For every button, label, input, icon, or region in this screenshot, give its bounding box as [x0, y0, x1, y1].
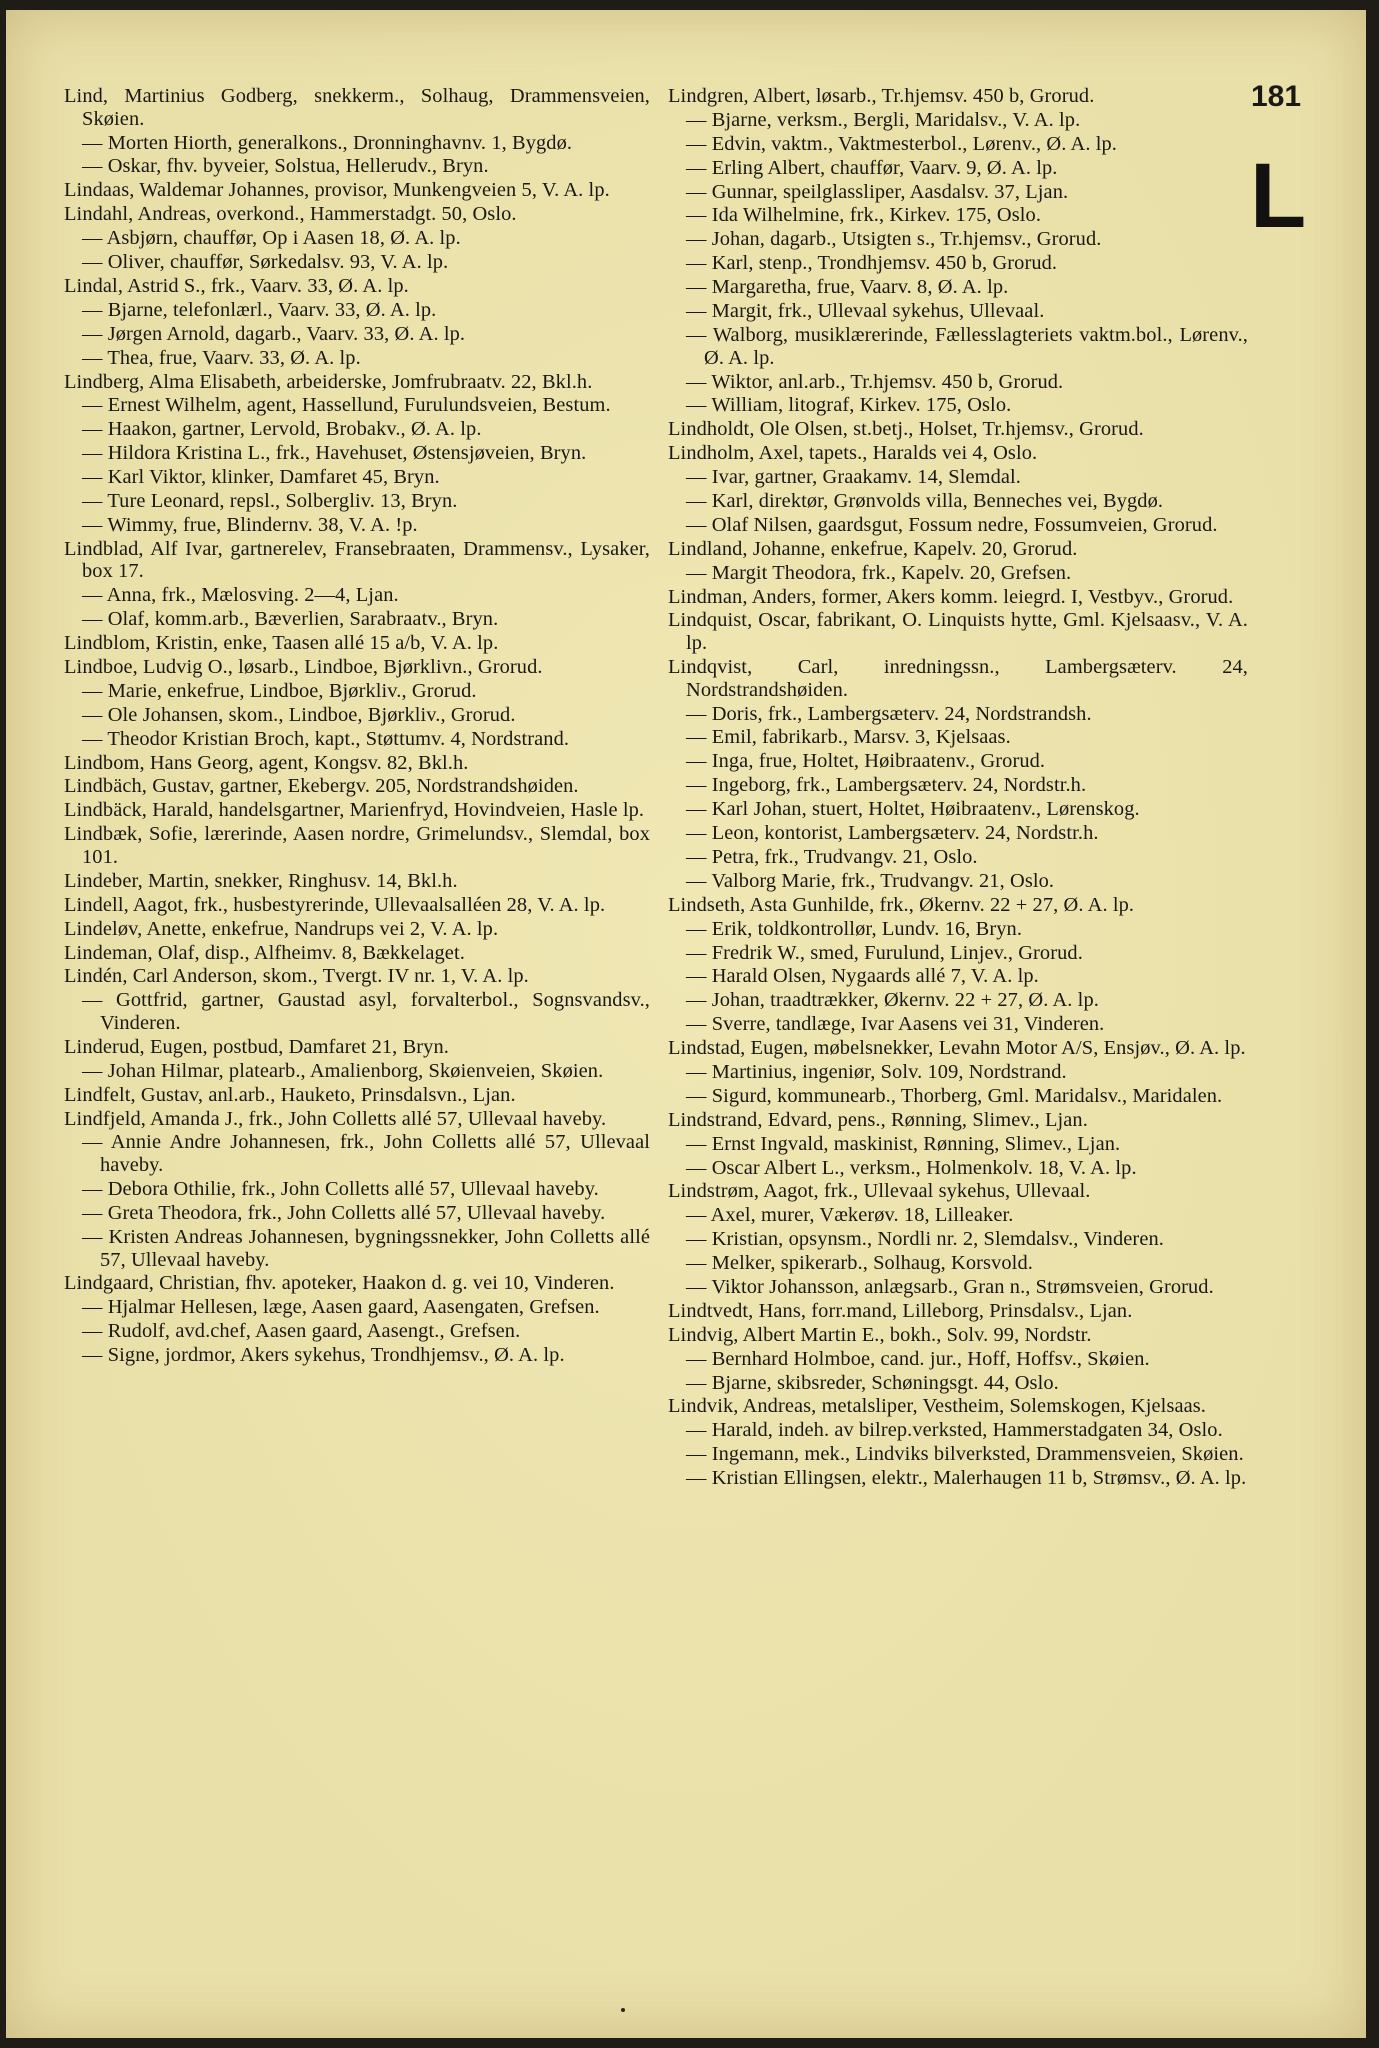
directory-entry: Lindvig, Albert Martin E., bokh., Solv. 99, Nordstr. — [668, 1323, 1092, 1346]
directory-entry: — Marie, enkefrue, Lindboe, Bjørkliv., Grorud. — [82, 679, 477, 702]
directory-entry: — Melker, spikerarb., Solhaug, Korsvold. — [686, 1252, 1033, 1275]
directory-entry: — William, litograf, Kirkev. 175, Oslo. — [686, 394, 1012, 417]
directory-entry: — Haakon, gartner, Lervold, Brobakv., Ø. A. lp. — [82, 418, 482, 441]
page-number: 181 — [1251, 80, 1302, 113]
directory-entry: — Sverre, tandlæge, Ivar Aasens vei 31, Vinderen. — [686, 1013, 1105, 1036]
directory-entry: Lindquist, Oscar, fabrikant, O. Linquists hytte, Gml. Kjelsaasv., V. A. lp. — [668, 609, 1248, 655]
directory-entry: — Ture Leonard, repsl., Solbergliv. 13, Bryn. — [82, 489, 458, 512]
directory-entry: Lindstrøm, Aagot, frk., Ullevaal sykehus, Ullevaal. — [668, 1180, 1091, 1203]
directory-entry: — Johan Hilmar, platearb., Amalienborg, Skøienveien, Skøien. — [82, 1059, 604, 1082]
directory-entry: — Margit Theodora, frk., Kapelv. 20, Grefsen. — [686, 561, 1072, 584]
directory-entry: — Oskar, fhv. byveier, Solstua, Hellerudv., Bryn. — [82, 155, 489, 178]
directory-entry: Lindstrand, Edvard, pens., Rønning, Slimev., Ljan. — [668, 1108, 1088, 1131]
directory-entry: — Harald Olsen, Nygaards allé 7, V. A. lp. — [686, 965, 1039, 988]
directory-entry: — Asbjørn, chauffør, Op i Aasen 18, Ø. A. lp. — [82, 227, 461, 250]
print-speck — [621, 2008, 625, 2012]
directory-entry: — Martinius, ingeniør, Solv. 109, Nordstrand. — [686, 1060, 1067, 1083]
directory-entry: Lindén, Carl Anderson, skom., Tvergt. IV nr. 1, V. A. lp. — [64, 965, 529, 988]
directory-entry: — Johan, dagarb., Utsigten s., Tr.hjemsv., Grorud. — [686, 228, 1102, 251]
directory-entry: — Karl Johan, stuert, Holtet, Høibraatenv., Lørenskog. — [686, 798, 1140, 821]
directory-entry: — Karl, direktør, Grønvolds villa, Benneches vei, Bygdø. — [686, 489, 1164, 512]
directory-entry: — Annie Andre Johannesen, frk., John Colletts allé 57, Ullevaal haveby. — [82, 1131, 650, 1177]
directory-entry: — Debora Othilie, frk., John Colletts allé 57, Ullevaal haveby. — [82, 1178, 599, 1201]
directory-entry: — Karl, stenp., Trondhjemsv. 450 b, Grorud. — [686, 252, 1058, 275]
directory-entry: Lindblad, Alf Ivar, gartnerelev, Fransebraaten, Drammensv., Lysaker, box 17. — [64, 537, 650, 583]
directory-entry: Lindeber, Martin, snekker, Ringhusv. 14, Bkl.h. — [64, 869, 458, 892]
directory-entry: — Erik, toldkontrollør, Lundv. 16, Bryn. — [686, 917, 1023, 940]
directory-entry: Lindeløv, Anette, enkefrue, Nandrups vei 2, V. A. lp. — [64, 917, 499, 940]
directory-entry: — Ida Wilhelmine, frk., Kirkev. 175, Oslo. — [686, 204, 1042, 227]
directory-entry: — Oscar Albert L., verksm., Holmenkolv. 18, V. A. lp. — [686, 1156, 1137, 1179]
directory-entry: Lindfelt, Gustav, anl.arb., Hauketo, Prinsdalsvn., Ljan. — [64, 1083, 516, 1106]
directory-entry: — Rudolf, avd.chef, Aasen gaard, Aasengt., Grefsen. — [82, 1320, 521, 1343]
directory-entry: Lindland, Johanne, enkefrue, Kapelv. 20, Grorud. — [668, 537, 1078, 560]
directory-entry: — Kristen Andreas Johannesen, bygningssnekker, John Colletts allé 57, Ullevaal haveby. — [82, 1225, 650, 1271]
directory-entry: — Karl Viktor, klinker, Damfaret 45, Bryn. — [82, 466, 440, 489]
directory-entry: — Kristian Ellingsen, elektr., Malerhaugen 11 b, Strømsv., Ø. A. lp. — [686, 1467, 1247, 1490]
directory-entry: Lindseth, Asta Gunhilde, frk., Økernv. 22 + 27, Ø. A. lp. — [668, 893, 1135, 916]
directory-entry: — Wiktor, anl.arb., Tr.hjemsv. 450 b, Grorud. — [686, 370, 1064, 393]
directory-entry: Lindahl, Andreas, overkond., Hammerstadgt. 50, Oslo. — [64, 203, 517, 226]
directory-entry: — Ivar, gartner, Graakamv. 14, Slemdal. — [686, 466, 1022, 489]
directory-entry: — Emil, fabrikarb., Marsv. 3, Kjelsaas. — [686, 726, 1011, 749]
left-column — [64, 85, 650, 1368]
directory-entry: — Harald, indeh. av bilrep.verksted, Hammerstadgaten 34, Oslo. — [686, 1419, 1223, 1442]
directory-entry: — Signe, jordmor, Akers sykehus, Trondhjemsv., Ø. A. lp. — [82, 1344, 565, 1367]
directory-entry: Lindal, Astrid S., frk., Vaarv. 33, Ø. A. lp. — [64, 274, 409, 297]
directory-entry: — Ernest Wilhelm, agent, Hassellund, Furulundsveien, Bestum. — [82, 394, 611, 417]
directory-entry: — Sigurd, kommunearb., Thorberg, Gml. Maridalsv., Maridalen. — [686, 1084, 1223, 1107]
directory-entry: Lindbäch, Gustav, gartner, Ekebergv. 205, Nordstrandshøiden. — [64, 775, 579, 798]
directory-entry: Lindell, Aagot, frk., husbestyrerinde, Ullevaalsalléen 28, V. A. lp. — [64, 893, 606, 916]
directory-entry: — Valborg Marie, frk., Trudvangv. 21, Oslo. — [686, 869, 1055, 892]
directory-entry: — Ingemann, mek., Lindviks bilverksted, Drammensveien, Skøien. — [686, 1443, 1244, 1466]
directory-entry: Lindbäck, Harald, handelsgartner, Marienfryd, Hovindveien, Hasle lp. — [64, 799, 645, 822]
directory-entry: — Theodor Kristian Broch, kapt., Støttumv. 4, Nordstrand. — [82, 727, 570, 750]
directory-entry: — Margit, frk., Ullevaal sykehus, Ullevaal. — [686, 300, 1045, 323]
directory-entry: — Erling Albert, chauffør, Vaarv. 9, Ø. A. lp. — [686, 156, 1058, 179]
directory-entry: Lindeman, Olaf, disp., Alfheimv. 8, Bækkelaget. — [64, 941, 465, 964]
directory-entry: — Olaf Nilsen, gaardsgut, Fossum nedre, Fossumveien, Grorud. — [686, 513, 1218, 536]
directory-page — [6, 10, 1366, 2038]
directory-entry: Lind, Martinius Godberg, snekkerm., Solhaug, Drammensveien, Skøien. — [64, 85, 650, 130]
directory-entry: — Ole Johansen, skom., Lindboe, Bjørkliv., Grorud. — [82, 703, 516, 726]
directory-entry: Lindbæk, Sofie, lærerinde, Aasen nordre, Grimelundsv., Slemdal, box 101. — [64, 823, 650, 868]
directory-entry: — Hjalmar Hellesen, læge, Aasen gaard, Aasengaten, Grefsen. — [82, 1296, 600, 1319]
directory-entry: — Greta Theodora, frk., John Colletts allé 57, Ullevaal haveby. — [82, 1201, 606, 1224]
directory-entry: — Axel, murer, Vækerøv. 18, Lilleaker. — [686, 1204, 1014, 1227]
directory-entry: — Ingeborg, frk., Lambergsæterv. 24, Nordstr.h. — [686, 774, 1087, 797]
directory-entry: — Walborg, musiklærerinde, Fællesslagteriets vaktm.bol., Lørenv., Ø. A. lp. — [686, 323, 1248, 369]
directory-entry: — Thea, frue, Vaarv. 33, Ø. A. lp. — [82, 346, 361, 369]
directory-entry: — Jørgen Arnold, dagarb., Vaarv. 33, Ø. A. lp. — [82, 322, 466, 345]
directory-entry: Lindtvedt, Hans, forr.mand, Lilleborg, Prinsdalsv., Ljan. — [668, 1299, 1133, 1322]
directory-entry: — Oliver, chauffør, Sørkedalsv. 93, V. A. lp. — [82, 251, 449, 274]
directory-entry: — Wimmy, frue, Blindernv. 38, V. A. !p. — [82, 513, 418, 536]
directory-entry: — Olaf, komm.arb., Bæverlien, Sarabraatv., Bryn. — [82, 608, 499, 631]
directory-entry: — Doris, frk., Lambergsæterv. 24, Nordstrandsh. — [686, 702, 1092, 725]
directory-entry: — Gottfrid, gartner, Gaustad asyl, forvalterbol., Sognsvandsv., Vinderen. — [82, 989, 650, 1034]
directory-entry: — Bjarne, skibsreder, Schøningsgt. 44, Oslo. — [686, 1371, 1059, 1394]
directory-entry: — Bernhard Holmboe, cand. jur., Hoff, Hoffsv., Skøien. — [686, 1347, 1150, 1370]
directory-entry: — Inga, frue, Holtet, Høibraatenv., Grorud. — [686, 750, 1046, 773]
directory-entry: — Viktor Johansson, anlægsarb., Gran n., Strømsveien, Grorud. — [686, 1275, 1214, 1298]
directory-entry: — Johan, traadtrækker, Økernv. 22 + 27, Ø. A. lp. — [686, 989, 1099, 1012]
directory-entry: — Bjarne, telefonlærl., Vaarv. 33, Ø. A. lp. — [82, 298, 437, 321]
directory-entry: Lindaas, Waldemar Johannes, provisor, Munkengveien 5, V. A. lp. — [64, 179, 610, 202]
directory-entry: — Ernst Ingvald, maskinist, Rønning, Slimev., Ljan. — [686, 1132, 1121, 1155]
directory-entry: — Morten Hiorth, generalkons., Dronninghavnv. 1, Bygdø. — [82, 131, 573, 154]
directory-entry: — Edvin, vaktm., Vaktmesterbol., Lørenv., Ø. A. lp. — [686, 132, 1117, 155]
directory-entry: Lindholdt, Ole Olsen, st.betj., Holset, Tr.hjemsv., Grorud. — [668, 418, 1144, 441]
section-letter: L — [1250, 145, 1307, 247]
directory-entry: — Leon, kontorist, Lambergsæterv. 24, Nordstr.h. — [686, 822, 1099, 845]
directory-entry: — Kristian, opsynsm., Nordli nr. 2, Slemdalsv., Vinderen. — [686, 1228, 1164, 1251]
directory-entry: — Fredrik W., smed, Furulund, Linjev., Grorud. — [686, 941, 1083, 964]
directory-entry: — Petra, frk., Trudvangv. 21, Oslo. — [686, 845, 978, 868]
directory-entry: — Margaretha, frue, Vaarv. 8, Ø. A. lp. — [686, 276, 1009, 299]
directory-entry: Lindboe, Ludvig O., løsarb., Lindboe, Bjørklivn., Grorud. — [64, 656, 543, 678]
directory-entry: Lindbom, Hans Georg, agent, Kongsv. 82, Bkl.h. — [64, 751, 469, 774]
directory-entry: — Hildora Kristina L., frk., Havehuset, Østensjøveien, Bryn. — [82, 442, 587, 465]
directory-entry: Lindgren, Albert, løsarb., Tr.hjemsv. 450 b, Grorud. — [668, 85, 1095, 107]
directory-entry: — Gunnar, speilglassliper, Aasdalsv. 37, Ljan. — [686, 180, 1069, 203]
directory-entry: Lindfjeld, Amanda J., frk., John Colletts allé 57, Ullevaal haveby. — [64, 1107, 607, 1130]
directory-entry: Linderud, Eugen, postbud, Damfaret 21, Bryn. — [64, 1035, 449, 1058]
right-column — [668, 85, 1248, 1491]
directory-entry: Lindgaard, Christian, fhv. apoteker, Haakon d. g. vei 10, Vinderen. — [64, 1272, 615, 1295]
directory-entry: Lindholm, Axel, tapets., Haralds vei 4, Oslo. — [668, 442, 1038, 465]
directory-entry: — Anna, frk., Mælosving. 2—4, Ljan. — [82, 584, 399, 607]
directory-entry: Lindman, Anders, former, Akers komm. leiegrd. I, Vestbyv., Grorud. — [668, 585, 1234, 608]
directory-entry: Lindvik, Andreas, metalsliper, Vestheim, Solemskogen, Kjelsaas. — [668, 1395, 1207, 1418]
directory-entry: — Bjarne, verksm., Bergli, Maridalsv., V. A. lp. — [686, 108, 1081, 131]
directory-entry: Lindstad, Eugen, møbelsnekker, Levahn Motor A/S, Ensjøv., Ø. A. lp. — [668, 1037, 1246, 1060]
directory-entry: Lindblom, Kristin, enke, Taasen allé 15 a/b, V. A. lp. — [64, 632, 499, 655]
directory-entry: Lindqvist, Carl, inredningssn., Lambergsæterv. 24, Nordstrandshøiden. — [668, 656, 1248, 701]
directory-entry: Lindberg, Alma Elisabeth, arbeiderske, Jomfrubraatv. 22, Bkl.h. — [64, 370, 593, 393]
